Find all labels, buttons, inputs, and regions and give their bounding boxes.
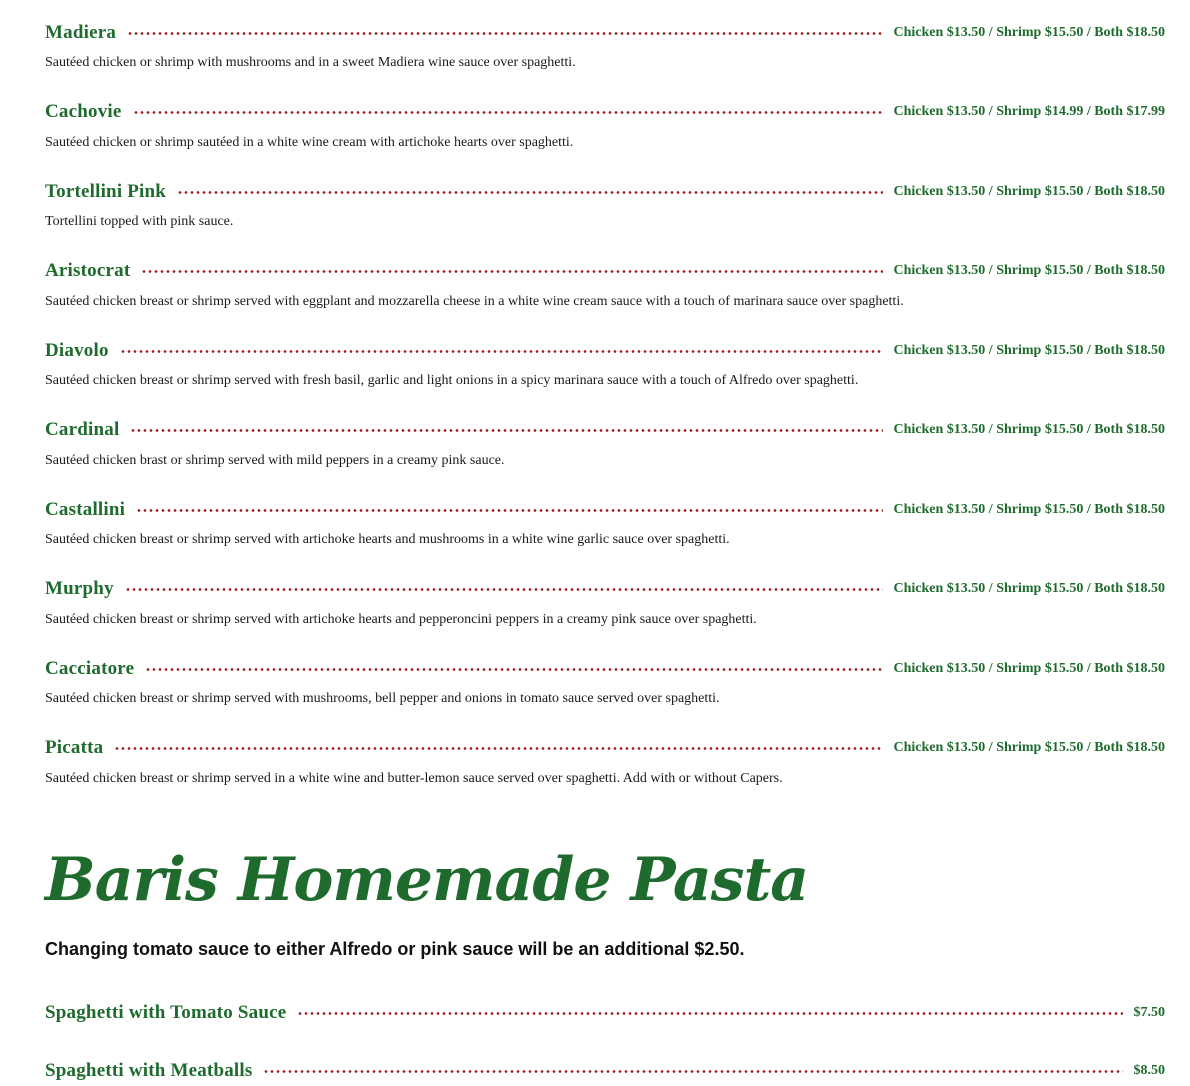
menu-item-price: Chicken $13.50 / Shrimp $15.50 / Both $18.50 xyxy=(893,661,1165,676)
menu-item-header xyxy=(45,415,1165,445)
menu-item-name: Picatta xyxy=(45,737,104,758)
menu-item-description: Sautéed chicken breast or shrimp served with artichoke hearts and pepperoncini peppers in a creamy pink sauce over spaghetti. xyxy=(45,612,757,627)
dotted-leader xyxy=(263,1070,1122,1073)
menu-item-price: $8.50 xyxy=(1133,1063,1165,1078)
menu-item-price: $7.50 xyxy=(1133,1005,1165,1020)
menu-item-price: Chicken $13.50 / Shrimp $15.50 / Both $18.50 xyxy=(893,502,1165,517)
menu-item-name: Castallini xyxy=(45,499,126,520)
section-note: Changing tomato sauce to either Alfredo or pink sauce will be an additional $2.50. xyxy=(45,939,745,959)
menu-item-price: Chicken $13.50 / Shrimp $15.50 / Both $18.50 xyxy=(893,25,1165,40)
menu-item-header xyxy=(45,97,1165,127)
menu-item-price: Chicken $13.50 / Shrimp $15.50 / Both $18.50 xyxy=(893,581,1165,596)
menu-item-price: Chicken $13.50 / Shrimp $15.50 / Both $18.50 xyxy=(893,740,1165,755)
dotted-leader xyxy=(145,668,882,671)
menu-item-name: Spaghetti with Tomato Sauce xyxy=(45,1002,287,1023)
menu-item-description: Sautéed chicken breast or shrimp served with fresh basil, garlic and light onions in a spicy marinara sauce with a touch of Alfredo over spaghetti. xyxy=(45,373,859,388)
menu-item-header xyxy=(45,256,1165,286)
dotted-leader xyxy=(141,270,882,273)
menu-item-description: Sautéed chicken or shrimp sautéed in a white wine cream with artichoke hearts over spaghetti. xyxy=(45,135,574,150)
menu-item-name: Spaghetti with Meatballs xyxy=(45,1060,253,1081)
menu-item-description: Sautéed chicken brast or shrimp served with mild peppers in a creamy pink sauce. xyxy=(45,453,505,468)
menu-item-header xyxy=(45,1056,1165,1086)
menu-item xyxy=(45,97,1165,152)
menu-item xyxy=(45,998,1165,1028)
menu-item-header xyxy=(45,733,1165,763)
menu-item-name: Tortellini Pink xyxy=(45,181,167,202)
menu-item-header xyxy=(45,495,1165,525)
dotted-leader xyxy=(127,32,882,35)
dotted-leader xyxy=(297,1012,1122,1015)
menu-item-price: Chicken $13.50 / Shrimp $15.50 / Both $18.50 xyxy=(893,263,1165,278)
dotted-leader xyxy=(114,747,882,750)
dotted-leader xyxy=(120,350,883,353)
menu-item-description: Sautéed chicken or shrimp with mushrooms and in a sweet Madiera wine sauce over spaghetti. xyxy=(45,55,576,70)
menu-item-header xyxy=(45,654,1165,684)
menu-item-description: Sautéed chicken breast or shrimp served in a white wine and butter-lemon sauce served over spaghetti. Add with or without Capers. xyxy=(45,771,783,786)
dotted-leader xyxy=(125,588,883,591)
menu-item-description: Sautéed chicken breast or shrimp served with artichoke hearts and mushrooms in a white wine garlic sauce over spaghetti. xyxy=(45,532,730,547)
menu-item-price: Chicken $13.50 / Shrimp $15.50 / Both $18.50 xyxy=(893,422,1165,437)
menu-item-header xyxy=(45,998,1165,1028)
menu-item-price: Chicken $13.50 / Shrimp $14.99 / Both $17.99 xyxy=(893,104,1165,119)
menu-item-header xyxy=(45,336,1165,366)
menu-item-name: Cardinal xyxy=(45,419,120,440)
menu-item-name: Madiera xyxy=(45,22,117,43)
dotted-leader xyxy=(133,111,883,114)
section-title: Baris Homemade Pasta xyxy=(45,845,809,915)
menu-item-header xyxy=(45,177,1165,207)
dotted-leader xyxy=(136,509,882,512)
menu-item-name: Aristocrat xyxy=(45,260,131,281)
menu-item-description: Tortellini topped with pink sauce. xyxy=(45,214,234,229)
dotted-leader xyxy=(177,191,882,194)
menu-item-name: Diavolo xyxy=(45,340,109,361)
menu-item xyxy=(45,1056,1165,1086)
menu-item-description: Sautéed chicken breast or shrimp served with eggplant and mozzarella cheese in a white wine cream sauce with a touch of marinara sauce over spaghetti. xyxy=(45,294,904,309)
menu-item xyxy=(45,18,1165,72)
menu-item xyxy=(45,495,1165,549)
menu-item-name: Cacciatore xyxy=(45,658,135,679)
menu-item xyxy=(45,415,1165,470)
menu-item xyxy=(45,336,1165,390)
menu-item xyxy=(45,654,1165,708)
menu-item xyxy=(45,574,1165,629)
menu-item-price: Chicken $13.50 / Shrimp $15.50 / Both $18.50 xyxy=(893,184,1165,199)
menu-item xyxy=(45,256,1165,311)
menu-item xyxy=(45,177,1165,231)
menu-item-name: Murphy xyxy=(45,578,114,599)
dotted-leader xyxy=(130,429,882,432)
menu-item-header xyxy=(45,574,1165,604)
menu-item-name: Cachovie xyxy=(45,101,122,122)
menu-item-price: Chicken $13.50 / Shrimp $15.50 / Both $18.50 xyxy=(893,343,1165,358)
menu-item-header xyxy=(45,18,1165,48)
menu-item-description: Sautéed chicken breast or shrimp served with mushrooms, bell pepper and onions in tomato sauce served over spaghetti. xyxy=(45,691,720,706)
menu-item xyxy=(45,733,1165,788)
